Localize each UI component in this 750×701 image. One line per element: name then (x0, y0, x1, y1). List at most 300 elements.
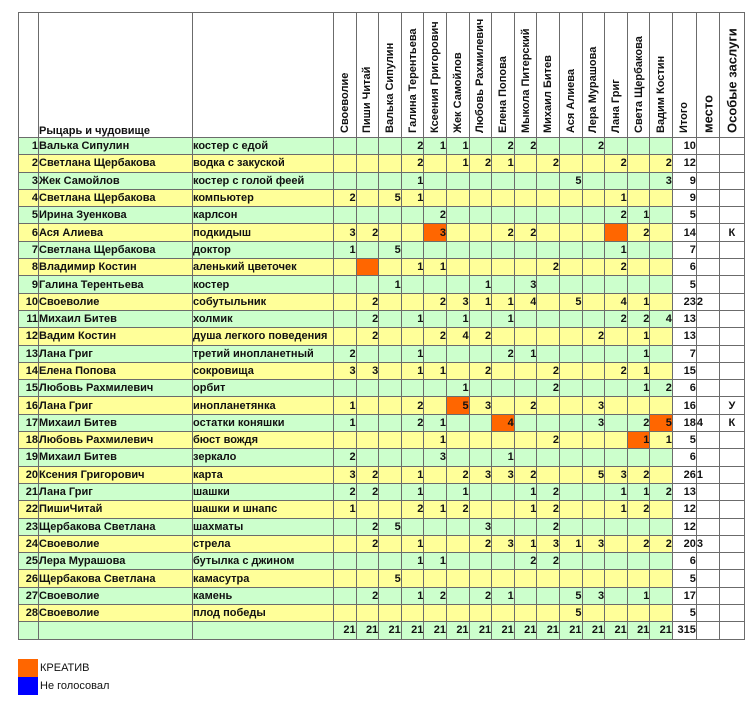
voter-name: Лера Мурашова (587, 46, 600, 133)
work-title: подкидыш (193, 224, 334, 241)
vote-cell: 1 (605, 241, 628, 258)
row-merit: К (719, 224, 744, 241)
vote-cell (492, 207, 515, 224)
vote-cell: 5 (582, 466, 605, 483)
voter-name: Света Щербакова (632, 36, 645, 133)
vote-cell (514, 310, 537, 327)
vote-cell: 1 (446, 483, 469, 500)
vote-cell: 2 (514, 553, 537, 570)
vote-cell (650, 553, 673, 570)
vote-cell (650, 362, 673, 379)
vote-cell: 1 (514, 535, 537, 552)
row-place (696, 483, 719, 500)
row-merit (719, 276, 744, 293)
vote-cell: 2 (469, 535, 492, 552)
sum-author-cell (39, 622, 193, 639)
vote-cell (446, 535, 469, 552)
vote-cell (379, 553, 402, 570)
author-name: Жек Самойлов (39, 172, 193, 189)
vote-cell (379, 207, 402, 224)
work-title: карлсон (193, 207, 334, 224)
vote-cell: 1 (627, 483, 650, 500)
work-title: орбит (193, 380, 334, 397)
voter-header (537, 13, 560, 138)
vote-cell (605, 276, 628, 293)
work-title: бюст вождя (193, 432, 334, 449)
author-name: Ирина Зуенкова (39, 207, 193, 224)
vote-cell: 5 (379, 570, 402, 587)
vote-cell (379, 483, 402, 500)
vote-cell (469, 570, 492, 587)
vote-cell: 1 (424, 432, 447, 449)
row-place: 4 (696, 414, 719, 431)
vote-cell (492, 276, 515, 293)
vote-cell (492, 362, 515, 379)
vote-cell (650, 328, 673, 345)
author-name: Своеволие (39, 587, 193, 604)
vote-cell (469, 605, 492, 622)
vote-cell (537, 466, 560, 483)
table-row (19, 553, 745, 570)
vote-cell (334, 380, 357, 397)
vote-cell (650, 501, 673, 518)
vote-cell (537, 293, 560, 310)
row-place (696, 207, 719, 224)
vote-cell: 1 (492, 310, 515, 327)
vote-cell (559, 259, 582, 276)
vote-cell (559, 345, 582, 362)
vote-cell (446, 172, 469, 189)
vote-cell (514, 172, 537, 189)
grand-total: 315 (672, 622, 696, 639)
row-number: 25 (19, 553, 39, 570)
total-header-label: Итого (678, 101, 691, 133)
voter-header (492, 13, 515, 138)
vote-cell (446, 276, 469, 293)
vote-cell: 2 (627, 224, 650, 241)
work-header (193, 13, 334, 138)
vote-cell (627, 259, 650, 276)
vote-cell (605, 328, 628, 345)
voter-header (379, 13, 402, 138)
vote-cell (446, 345, 469, 362)
vote-cell: 2 (356, 328, 379, 345)
vote-cell: 3 (334, 224, 357, 241)
row-place: 3 (696, 535, 719, 552)
vote-cell (514, 605, 537, 622)
vote-cell: 1 (401, 535, 424, 552)
table-row (19, 414, 745, 431)
author-name: Валька Сипулин (39, 138, 193, 155)
place-header (696, 13, 719, 138)
vote-cell (492, 241, 515, 258)
vote-cell (537, 207, 560, 224)
row-total: 10 (672, 138, 696, 155)
voter-name: Мыкола Питерский (519, 28, 532, 133)
vote-cell (650, 518, 673, 535)
table-row (19, 605, 745, 622)
row-total: 5 (672, 207, 696, 224)
vote-cell (537, 276, 560, 293)
vote-cell: 1 (627, 328, 650, 345)
author-name: Лана Григ (39, 345, 193, 362)
vote-cell (537, 310, 560, 327)
vote-cell (446, 432, 469, 449)
vote-cell (356, 380, 379, 397)
vote-cell: 1 (424, 362, 447, 379)
vote-cell (492, 380, 515, 397)
vote-cell (334, 310, 357, 327)
vote-cell (627, 172, 650, 189)
vote-cell: 3 (605, 466, 628, 483)
work-title: доктор (193, 241, 334, 258)
vote-cell (356, 207, 379, 224)
work-title: шахматы (193, 518, 334, 535)
vote-cell: 1 (605, 483, 628, 500)
vote-cell (559, 362, 582, 379)
vote-cell: 3 (334, 362, 357, 379)
vote-cell: 3 (582, 397, 605, 414)
vote-cell: 2 (446, 466, 469, 483)
vote-cell (650, 224, 673, 241)
vote-cell: 2 (650, 483, 673, 500)
vote-cell: 1 (627, 207, 650, 224)
vote-cell (379, 414, 402, 431)
row-merit (719, 259, 744, 276)
vote-cell (446, 518, 469, 535)
row-merit (719, 518, 744, 535)
row-place: 1 (696, 466, 719, 483)
row-number: 10 (19, 293, 39, 310)
vote-cell: 3 (537, 535, 560, 552)
row-total: 14 (672, 224, 696, 241)
table-row (19, 328, 745, 345)
vote-cell (559, 310, 582, 327)
work-title: душа легкого поведения (193, 328, 334, 345)
vote-cell (401, 380, 424, 397)
vote-cell: 2 (537, 483, 560, 500)
vote-cell (492, 172, 515, 189)
vote-cell (334, 328, 357, 345)
table-row (19, 362, 745, 379)
voter-name: Вадим Костин (655, 55, 668, 133)
vote-cell (537, 570, 560, 587)
vote-cell (492, 501, 515, 518)
vote-cell (514, 449, 537, 466)
voter-header (559, 13, 582, 138)
work-title: шашки и шнапс (193, 501, 334, 518)
vote-cell (582, 518, 605, 535)
row-merit (719, 466, 744, 483)
vote-cell (469, 224, 492, 241)
vote-cell: 1 (401, 553, 424, 570)
vote-cell (514, 362, 537, 379)
vote-cell (627, 397, 650, 414)
merit-header-label: Особые заслуги (724, 28, 740, 133)
vote-cell: 2 (334, 345, 357, 362)
row-merit (719, 241, 744, 258)
row-total: 26 (672, 466, 696, 483)
voter-header (514, 13, 537, 138)
vote-cell (537, 587, 560, 604)
vote-cell: 2 (356, 518, 379, 535)
vote-cell (424, 155, 447, 172)
row-number: 12 (19, 328, 39, 345)
vote-cell: 2 (424, 328, 447, 345)
vote-cell (356, 172, 379, 189)
vote-cell: 1 (401, 189, 424, 206)
row-merit (719, 432, 744, 449)
vote-cell (334, 553, 357, 570)
table-row (19, 345, 745, 362)
vote-cell: 2 (537, 432, 560, 449)
vote-cell: 2 (334, 189, 357, 206)
row-merit (719, 535, 744, 552)
table-row (19, 380, 745, 397)
vote-cell (401, 605, 424, 622)
vote-cell: 2 (356, 535, 379, 552)
vote-cell (424, 605, 447, 622)
voter-header (424, 13, 447, 138)
table-row (19, 501, 745, 518)
vote-cell (537, 241, 560, 258)
table-row (19, 449, 745, 466)
legend-item (18, 659, 109, 677)
vote-cell (514, 380, 537, 397)
row-place (696, 259, 719, 276)
vote-cell (627, 155, 650, 172)
vote-cell (446, 570, 469, 587)
vote-cell (446, 189, 469, 206)
vote-cell: 1 (492, 293, 515, 310)
row-place (696, 172, 719, 189)
vote-cell (334, 293, 357, 310)
vote-cell (537, 328, 560, 345)
vote-cell: 3 (582, 587, 605, 604)
vote-cell (650, 449, 673, 466)
row-number: 19 (19, 449, 39, 466)
sum-merit-cell (719, 622, 744, 639)
vote-cell (492, 570, 515, 587)
row-total: 20 (672, 535, 696, 552)
vote-cell: 1 (559, 535, 582, 552)
vote-cell (559, 189, 582, 206)
vote-cell: 2 (424, 293, 447, 310)
row-number: 11 (19, 310, 39, 327)
vote-cell (379, 449, 402, 466)
vote-cell: 1 (334, 501, 357, 518)
vote-cell (559, 397, 582, 414)
row-merit (719, 207, 744, 224)
row-merit: У (719, 397, 744, 414)
vote-cell (424, 380, 447, 397)
vote-cell (650, 189, 673, 206)
row-total: 9 (672, 189, 696, 206)
vote-cell: 1 (514, 345, 537, 362)
row-place (696, 155, 719, 172)
vote-cell (537, 345, 560, 362)
author-name: Своеволие (39, 293, 193, 310)
vote-cell (514, 207, 537, 224)
row-merit (719, 345, 744, 362)
column-sum: 21 (537, 622, 560, 639)
vote-cell: 1 (401, 310, 424, 327)
vote-cell: 4 (650, 310, 673, 327)
vote-cell: 2 (514, 466, 537, 483)
vote-cell: 2 (356, 310, 379, 327)
vote-cell: 1 (424, 501, 447, 518)
vote-cell-kreativ (605, 224, 628, 241)
vote-cell (356, 449, 379, 466)
author-name: Вадим Костин (39, 328, 193, 345)
vote-cell (605, 380, 628, 397)
vote-cell (559, 138, 582, 155)
row-place (696, 276, 719, 293)
vote-cell (401, 224, 424, 241)
vote-cell (582, 293, 605, 310)
place-header-label: место (700, 94, 716, 133)
vote-cell (334, 276, 357, 293)
table-row (19, 241, 745, 258)
sum-work-cell (193, 622, 334, 639)
vote-cell (650, 570, 673, 587)
row-number: 13 (19, 345, 39, 362)
vote-cell (537, 138, 560, 155)
table-row (19, 518, 745, 535)
row-number: 20 (19, 466, 39, 483)
row-merit (719, 328, 744, 345)
voter-header (469, 13, 492, 138)
vote-cell: 1 (492, 449, 515, 466)
vote-cell (401, 207, 424, 224)
vote-cell (559, 241, 582, 258)
author-name: Галина Терентьева (39, 276, 193, 293)
vote-cell: 1 (446, 155, 469, 172)
vote-cell-kreativ: 1 (627, 432, 650, 449)
row-place (696, 605, 719, 622)
row-number: 8 (19, 259, 39, 276)
sum-place-cell (696, 622, 719, 639)
vote-cell (469, 241, 492, 258)
row-merit: К (719, 414, 744, 431)
row-total: 5 (672, 276, 696, 293)
vote-cell (446, 414, 469, 431)
vote-cell (582, 155, 605, 172)
row-total: 17 (672, 587, 696, 604)
vote-cell (650, 345, 673, 362)
vote-cell: 3 (582, 535, 605, 552)
row-merit (719, 449, 744, 466)
vote-cell (379, 155, 402, 172)
vote-cell: 2 (334, 483, 357, 500)
vote-cell (469, 207, 492, 224)
vote-cell: 5 (559, 172, 582, 189)
vote-cell (469, 380, 492, 397)
vote-cell (514, 570, 537, 587)
vote-cell (514, 328, 537, 345)
vote-cell: 1 (401, 172, 424, 189)
vote-cell (379, 501, 402, 518)
vote-cell (334, 587, 357, 604)
vote-cell (356, 432, 379, 449)
table-row (19, 224, 745, 241)
voter-header (627, 13, 650, 138)
voter-name: Лана Григ (609, 79, 622, 133)
vote-cell (537, 189, 560, 206)
vote-cell: 2 (469, 328, 492, 345)
vote-cell (401, 432, 424, 449)
column-sum: 21 (379, 622, 402, 639)
row-place (696, 310, 719, 327)
vote-cell (650, 241, 673, 258)
vote-cell (446, 259, 469, 276)
table-row (19, 310, 745, 327)
row-merit (719, 587, 744, 604)
vote-cell (559, 328, 582, 345)
vote-cell: 1 (627, 345, 650, 362)
vote-cell (559, 276, 582, 293)
row-total: 15 (672, 362, 696, 379)
vote-cell (605, 172, 628, 189)
vote-cell (627, 276, 650, 293)
row-merit (719, 605, 744, 622)
work-title: карта (193, 466, 334, 483)
vote-cell (605, 587, 628, 604)
vote-cell (334, 518, 357, 535)
voter-name: Ася Алиева (564, 69, 577, 133)
row-number: 9 (19, 276, 39, 293)
author-name: Михаил Битев (39, 414, 193, 431)
vote-cell (582, 501, 605, 518)
row-total: 12 (672, 518, 696, 535)
vote-cell: 2 (605, 207, 628, 224)
vote-cell (559, 432, 582, 449)
vote-cell (582, 380, 605, 397)
work-title: аленький цветочек (193, 259, 334, 276)
row-total: 12 (672, 501, 696, 518)
column-sum: 21 (424, 622, 447, 639)
vote-cell (582, 189, 605, 206)
vote-cell: 1 (334, 397, 357, 414)
vote-cell (446, 553, 469, 570)
vote-cell (469, 483, 492, 500)
vote-cell (401, 518, 424, 535)
vote-cell (379, 224, 402, 241)
vote-cell (446, 207, 469, 224)
vote-cell (559, 518, 582, 535)
row-place (696, 224, 719, 241)
vote-cell: 3 (469, 397, 492, 414)
vote-cell (582, 207, 605, 224)
row-total: 23 (672, 293, 696, 310)
vote-cell (334, 605, 357, 622)
vote-cell: 5 (559, 587, 582, 604)
row-number: 21 (19, 483, 39, 500)
voter-header (605, 13, 628, 138)
vote-cell (469, 259, 492, 276)
vote-cell (582, 224, 605, 241)
row-merit (719, 172, 744, 189)
vote-cell (356, 155, 379, 172)
vote-cell: 2 (401, 501, 424, 518)
row-place (696, 432, 719, 449)
author-name: Михаил Битев (39, 449, 193, 466)
vote-cell: 2 (514, 224, 537, 241)
row-total: 6 (672, 553, 696, 570)
row-merit (719, 293, 744, 310)
row-number: 6 (19, 224, 39, 241)
vote-cell (379, 172, 402, 189)
